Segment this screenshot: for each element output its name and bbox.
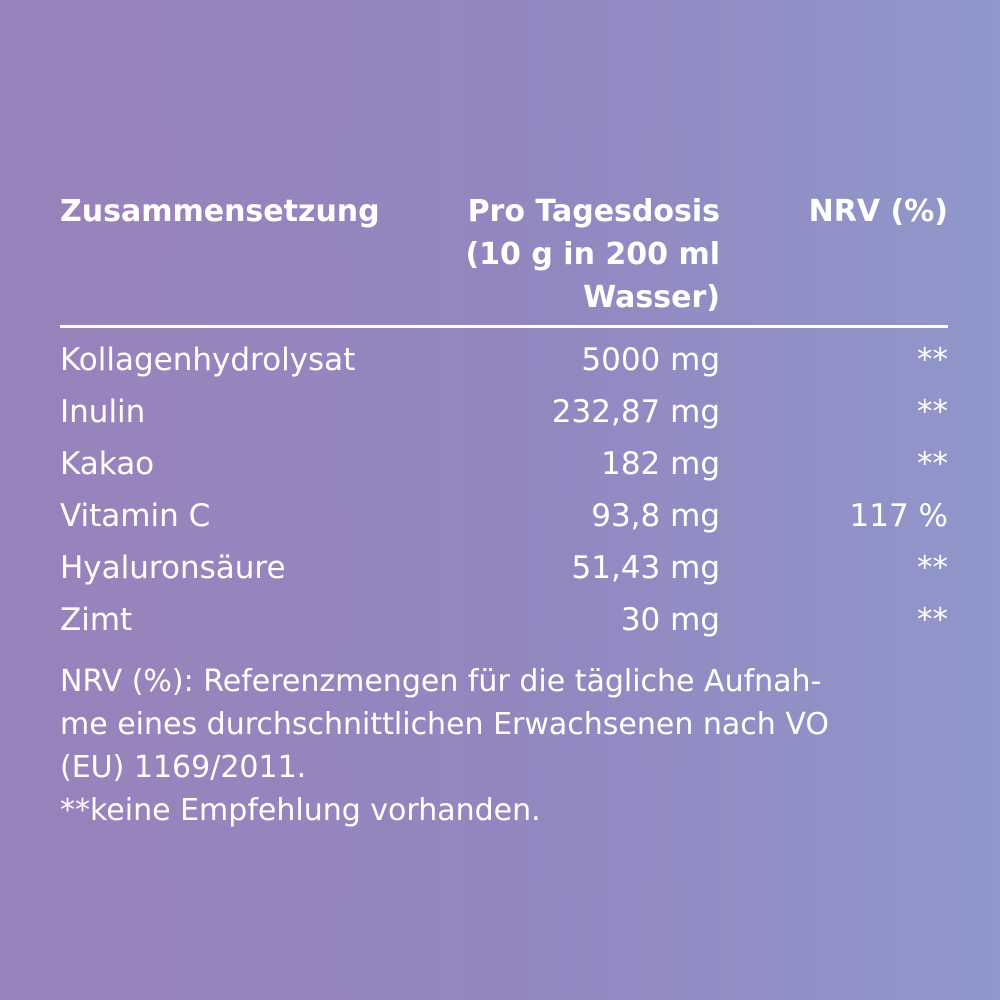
table-row	[60, 438, 948, 490]
table-row	[60, 334, 948, 386]
footnote	[60, 660, 948, 832]
table-row	[60, 542, 948, 594]
ingredient-dose: 5000 mg	[581, 342, 720, 378]
ingredient-name: Zimt	[60, 602, 133, 638]
header-nrv: NRV (%)	[808, 194, 948, 229]
ingredient-nrv: **	[917, 394, 948, 430]
ingredient-name: Kollagenhydrolysat	[60, 342, 356, 378]
ingredient-name: Inulin	[60, 394, 146, 430]
ingredient-dose: 51,43 mg	[571, 550, 720, 586]
ingredient-dose: 93,8 mg	[591, 498, 720, 534]
ingredient-nrv: **	[917, 602, 948, 638]
table-row	[60, 386, 948, 438]
table-header	[60, 190, 948, 325]
ingredient-nrv: 117 %	[849, 498, 948, 534]
footnote-line: **keine Empfehlung vorhanden.	[60, 793, 541, 828]
footnote-line: (EU) 1169/2011.	[60, 750, 307, 785]
ingredient-nrv: **	[917, 342, 948, 378]
ingredient-name: Vitamin C	[60, 498, 211, 534]
ingredient-name: Hyaluronsäure	[60, 550, 286, 586]
header-daily-dose	[400, 190, 720, 319]
table-row	[60, 490, 948, 542]
footnote-line: me eines durchschnittlichen Erwachsenen nach VO	[60, 707, 829, 742]
header-daily-dose-line: Wasser)	[583, 280, 720, 315]
header-daily-dose-line: (10 g in 200 ml	[465, 237, 720, 272]
header-divider	[60, 325, 948, 328]
ingredient-dose: 232,87 mg	[551, 394, 720, 430]
ingredient-nrv: **	[917, 446, 948, 482]
nutrition-table	[60, 190, 948, 832]
footnote-line: NRV (%): Referenzmengen für die tägliche Aufnah-	[60, 664, 822, 699]
ingredient-dose: 182 mg	[601, 446, 720, 482]
header-composition: Zusammensetzung	[60, 194, 380, 229]
header-daily-dose-line: Pro Tagesdosis	[467, 194, 720, 229]
ingredient-dose: 30 mg	[620, 602, 720, 638]
ingredient-nrv: **	[917, 550, 948, 586]
ingredient-name: Kakao	[60, 446, 155, 482]
table-row	[60, 594, 948, 646]
